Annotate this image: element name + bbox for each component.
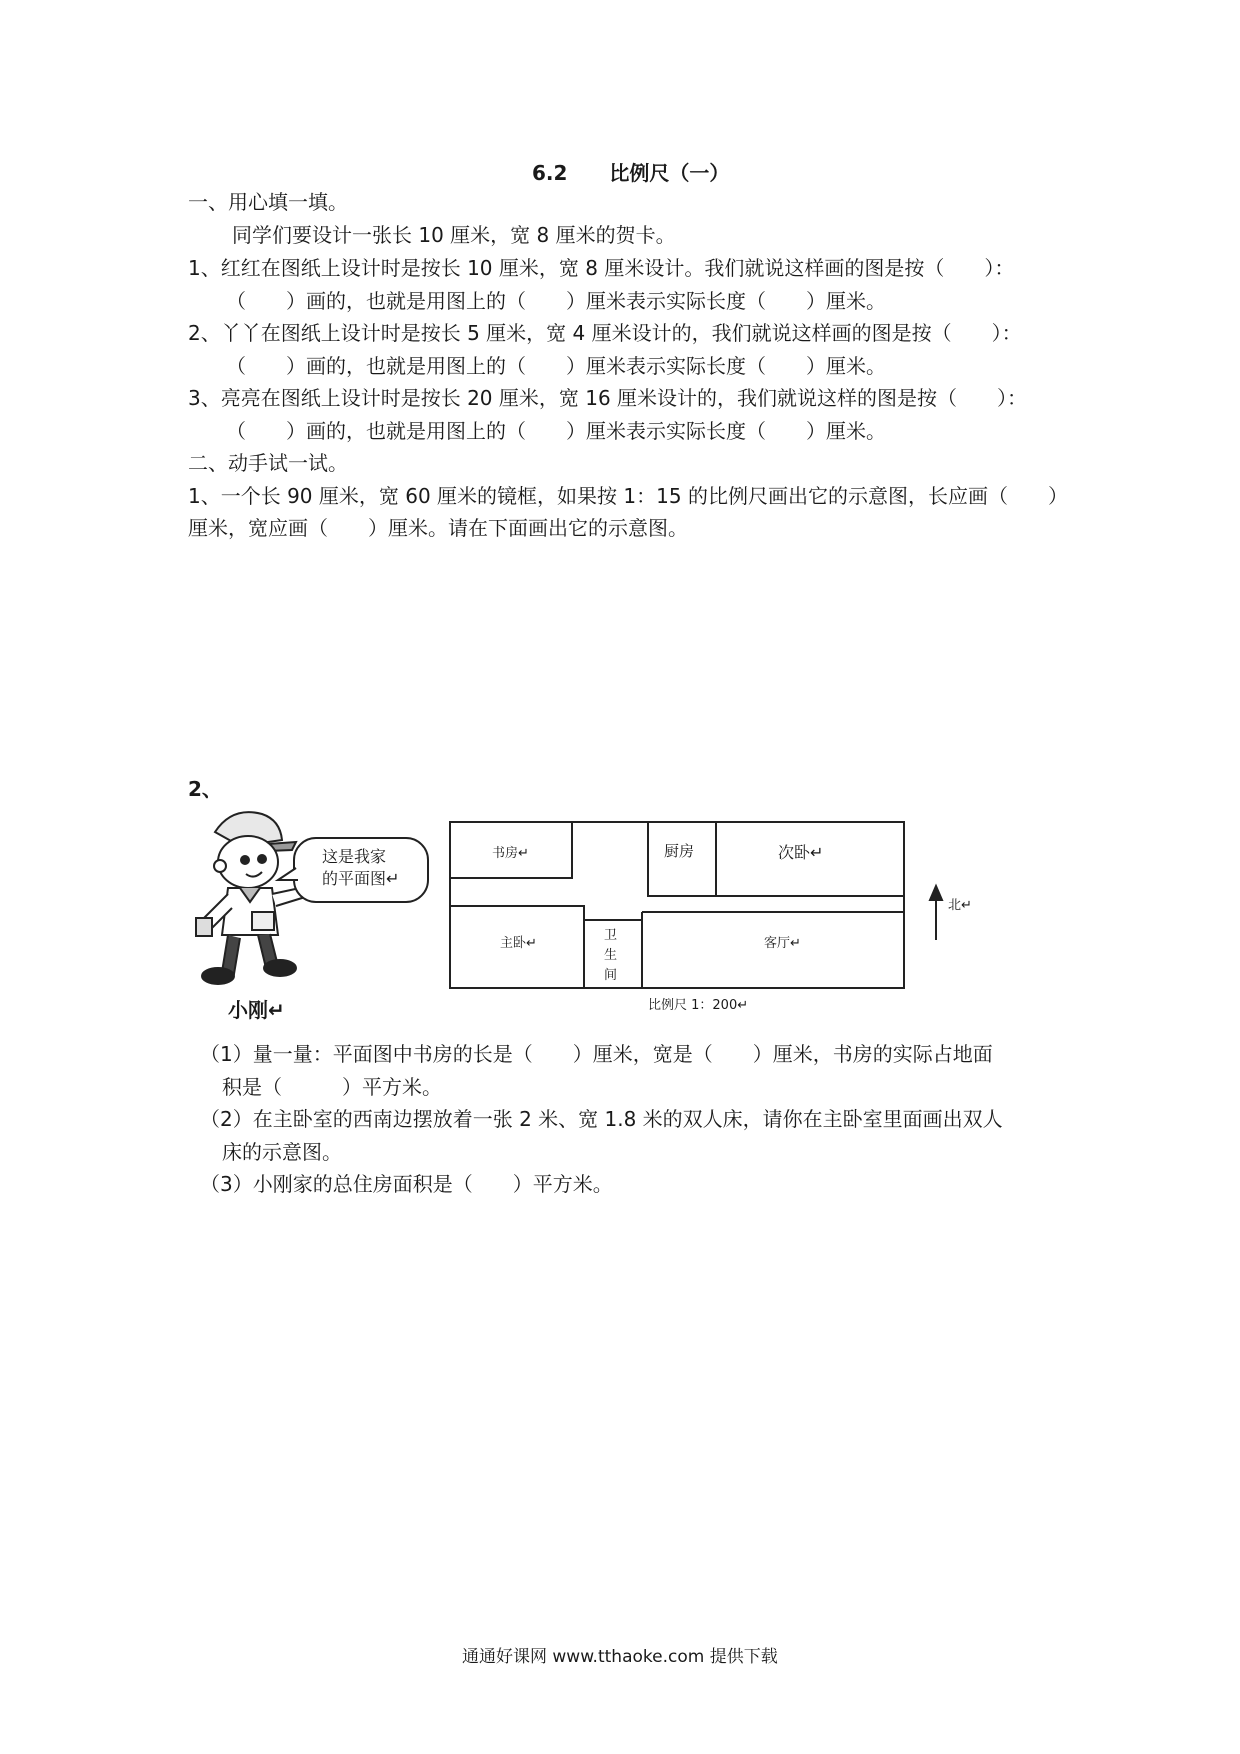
scale-label: 比例尺 1：200↵	[648, 998, 749, 1013]
character-name: 小刚↵	[228, 998, 285, 1022]
north-label: 北↵	[948, 898, 972, 913]
s1-q3-line1: 3、亮亮在图纸上设计时是按长 20 厘米，宽 16 厘米设计的，我们就说这样的图是按（ ）：	[188, 386, 1028, 410]
room-study: 书房↵	[492, 846, 529, 861]
title-text: 比例尺（一）	[609, 161, 730, 185]
room-bathroom-2: 生	[604, 948, 618, 963]
s2-sub1-line2: 积是（ ）平方米。	[222, 1075, 442, 1099]
room-kitchen: 厨房	[664, 842, 695, 860]
s1-q3-line2: （ ）画的，也就是用图上的（ ）厘米表示实际长度（ ）厘米。	[226, 419, 886, 443]
page-footer: 通通好课网 www.tthaoke.com 提供下载	[462, 1647, 778, 1667]
section1-heading: 一、用心填一填。	[188, 190, 348, 214]
s1-q2-line2: （ ）画的，也就是用图上的（ ）厘米表示实际长度（ ）厘米。	[226, 354, 886, 378]
s2-q1-line1: 1、一个长 90 厘米，宽 60 厘米的镜框，如果按 1：15 的比例尺画出它的示意图，长应画（ ）	[188, 484, 1068, 508]
room-bathroom-1: 卫	[604, 928, 618, 943]
s2-q1-line2: 厘米，宽应画（ ）厘米。请在下面画出它的示意图。	[188, 516, 688, 540]
room-master-bedroom: 主卧↵	[500, 936, 537, 951]
room-living-room: 客厅↵	[764, 936, 801, 951]
north-arrow	[930, 886, 942, 940]
s2-sub2-line1: （2）在主卧室的西南边摆放着一张 2 米、宽 1.8 米的双人床，请你在主卧室里面画出双人	[200, 1107, 1003, 1131]
section2-heading: 二、动手试一试。	[188, 451, 348, 475]
s2-sub3: （3）小刚家的总住房面积是（ ）平方米。	[200, 1172, 613, 1196]
bubble-line-1: 这是我家	[322, 847, 387, 866]
s2-sub1-line1: （1）量一量：平面图中书房的长是（ ）厘米，宽是（ ）厘米，书房的实际占地面	[200, 1042, 993, 1066]
section1-intro: 同学们要设计一张长 10 厘米，宽 8 厘米的贺卡。	[232, 223, 676, 247]
title-number: 6.2	[532, 161, 568, 185]
s2-sub2-line2: 床的示意图。	[222, 1140, 342, 1164]
character-illustration	[196, 812, 302, 984]
room-second-bedroom: 次卧↵	[778, 843, 824, 862]
room-bathroom-3: 间	[604, 968, 618, 983]
bubble-text	[322, 846, 399, 890]
s1-q1-line1: 1、红红在图纸上设计时是按长 10 厘米，宽 8 厘米设计。我们就说这样画的图是按（ ）：	[188, 256, 1015, 280]
s2-q2-label: 2、	[188, 777, 222, 801]
bubble-line-2: 的平面图↵	[322, 869, 400, 888]
s1-q1-line2: （ ）画的，也就是用图上的（ ）厘米表示实际长度（ ）厘米。	[226, 289, 886, 313]
s1-q2-line1: 2、丫丫在图纸上设计时是按长 5 厘米，宽 4 厘米设计的，我们就说这样画的图是按（ ）：	[188, 321, 1022, 345]
